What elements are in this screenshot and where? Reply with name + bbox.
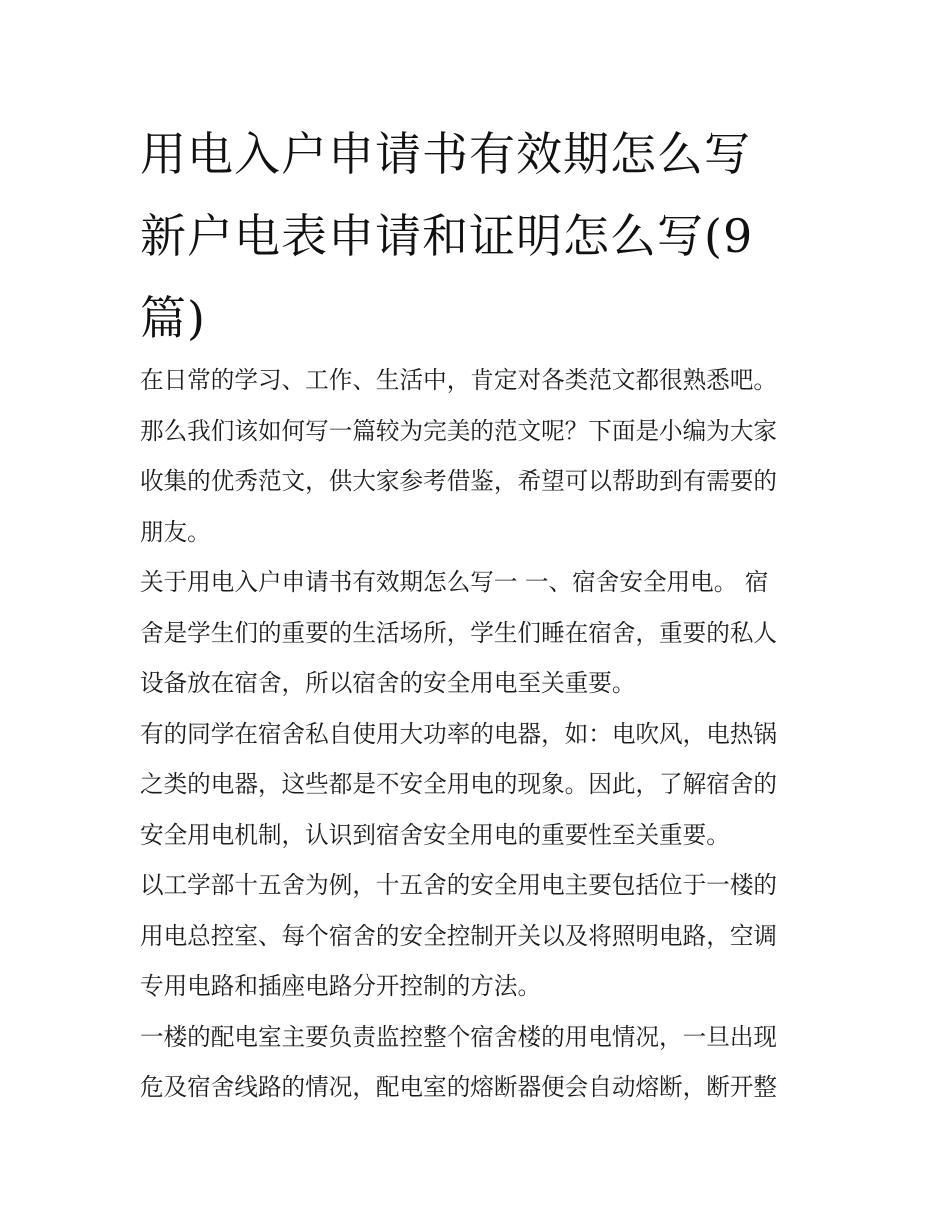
body-line: 设备放在宿舍，所以宿舍的安全用电至关重要。 [140,669,636,697]
body-line: 用电总控室、每个宿舍的安全控制开关以及将照明电路，空调 [140,921,778,950]
body-line: 关于用电入户申请书有效期怎么写一 一、宿舍安全用电。 宿 [140,568,769,596]
body-line: 舍是学生们的重要的生活场所，学生们睡在宿舍，重要的私人 [140,618,778,647]
body-line: 朋友。 [140,517,211,546]
body-line: 以工学部十五舍为例，十五舍的安全用电主要包括位于一楼的 [140,871,778,899]
title-line: 篇) [140,291,206,345]
body-line: 危及宿舍线路的情况，配电室的熔断器便会自动熔断，断开整 [140,1073,778,1101]
title-line: 新户电表申请和证明怎么写(9 [140,209,754,263]
body-line: 在日常的学习、工作、生活中，肯定对各类范文都很熟悉吧。 [140,366,778,394]
document-title [140,113,810,359]
body-line: 一楼的配电室主要负责监控整个宿舍楼的用电情况，一旦出现 [140,1022,778,1051]
title-line: 用电入户申请书有效期怎么写 [140,127,751,181]
document-body [140,355,812,1113]
body-line: 那么我们该如何写一篇较为完美的范文呢？下面是小编为大家 [140,416,778,445]
body-line: 收集的优秀范文，供大家参考借鉴，希望可以帮助到有需要的 [140,467,778,495]
body-line: 安全用电机制，认识到宿舍安全用电的重要性至关重要。 [140,820,730,849]
body-line: 有的同学在宿舍私自使用大功率的电器，如：电吹风，电热锅 [140,719,778,748]
body-line: 之类的电器，这些都是不安全用电的现象。因此，了解宿舍的 [140,770,778,798]
body-line: 专用电路和插座电路分开控制的方法。 [140,972,542,1000]
